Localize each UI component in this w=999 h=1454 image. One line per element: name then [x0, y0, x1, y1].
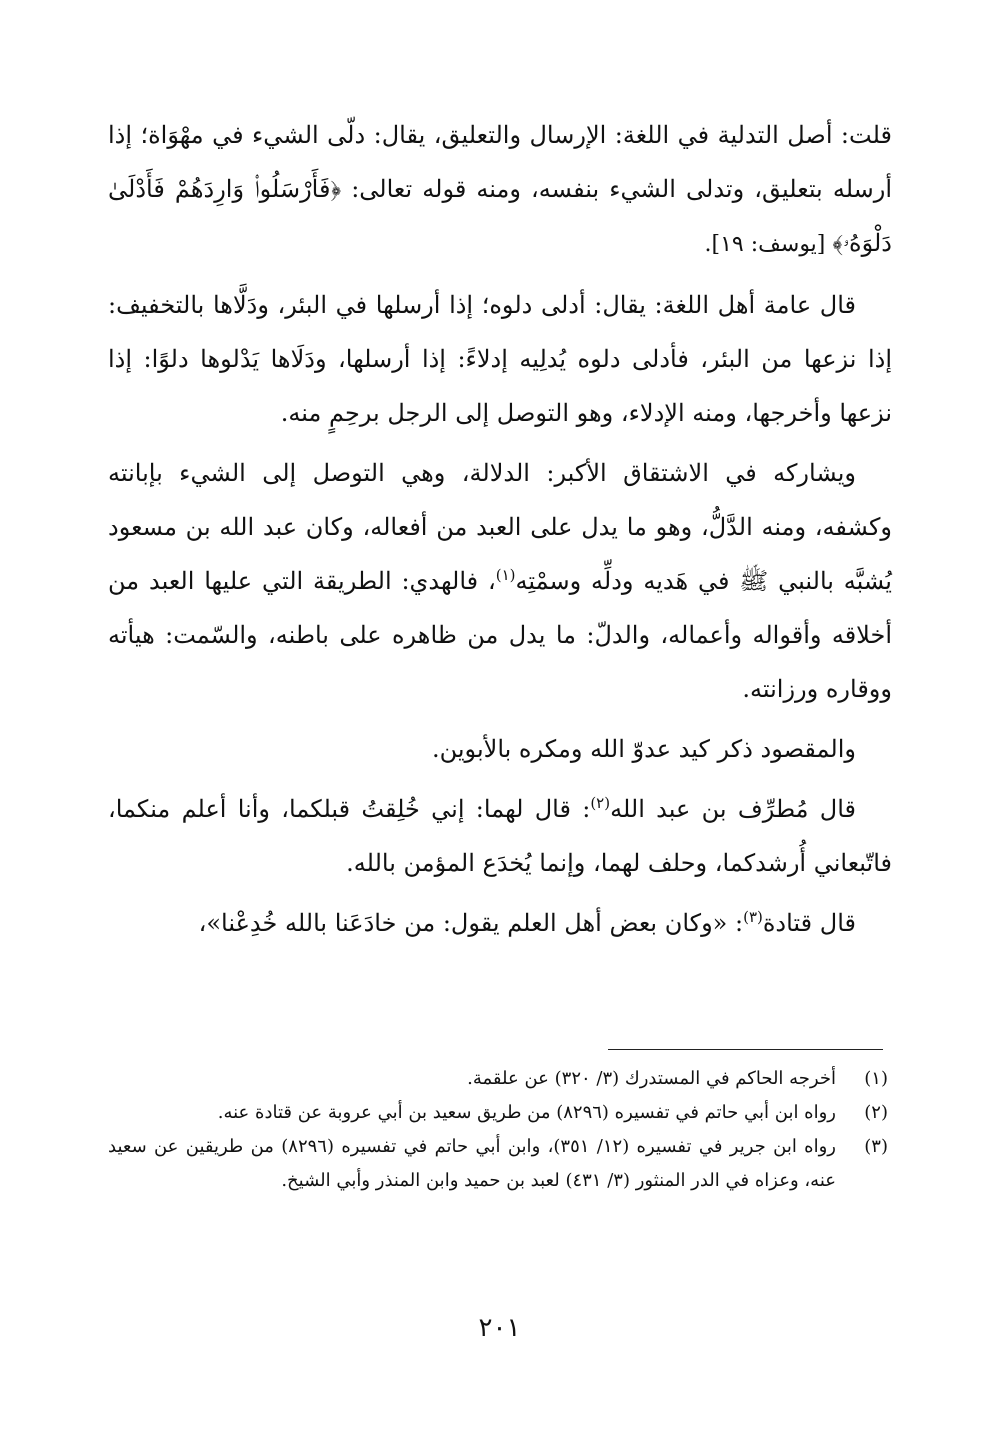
paragraph-1 — [108, 108, 892, 272]
footnote-ref-3[interactable]: (٣) — [743, 908, 763, 926]
footnote-separator — [608, 1049, 883, 1050]
paragraph-5-text-b: : قال لهما: إني خُلِقتُ قبلكما، وأنا أعلم منكما، فاتّبعاني أُرشدكما، وحلف لهما، وإنما يُخدَع المؤمن بالله. — [108, 795, 892, 877]
page-number: ٢٠١ — [478, 1313, 521, 1343]
verse-reference: [يوسف: ١٩]. — [704, 232, 833, 257]
paragraph-6-text-b: : «وكان بعض أهل العلم يقول: من خادَعَنا بالله خُدِعْنا»، — [198, 909, 744, 937]
paragraph-3-text-b: ، فالهدي: الطريقة التي عليها العبد من أخلاقه وأقواله وأعماله، والدلّ: ما يدل من ظاهره على باطنه، والسّمت: هيأته ووقاره ورزانته. — [108, 567, 892, 703]
paragraph-4-text: والمقصود ذكر كيد عدوّ الله ومكره بالأبوين. — [431, 735, 856, 763]
paragraph-2-text: قال عامة أهل اللغة: يقال: أدلى دلوه؛ إذا أرسلها في البئر، ودَلَّاها بالتخفيف: إذا نزعها من البئر، فأدلى دلوه يُدلِيه إدلاءً: إذا أرسلها، ودَلَاها يَدْلوها دلوًا: إذا نزعها وأخرجها، ومنه الإدلاء، وهو التوصل إلى الرجل برحِمٍ منه. — [108, 291, 892, 427]
paragraph-3-text-a: ويشاركه في الاشتقاق الأكبر: الدلالة، وهي التوصل إلى الشيء بإبانته وكشفه، ومنه الدَّلُّ، وهو ما يدل على العبد من أفعاله، وكان عبد الله بن مسعود يُشبَّه بالنبي ﷺ في هَديه ودلِّه وسمْتِه — [108, 459, 892, 595]
footnote-number: (١) — [864, 1068, 888, 1089]
footnote-3 — [108, 1130, 888, 1198]
paragraph-5 — [108, 782, 892, 890]
footnote-text: أخرجه الحاكم في المستدرك (٣/ ٣٢٠) عن علقمة. — [467, 1068, 836, 1089]
footnote-text: رواه ابن جرير في تفسيره (١٢/ ٣٥١)، وابن أبي حاتم في تفسيره (٨٢٩٦) من طريقين عن سعيد عنه، وعزاه في الدر المنثور (٣/ ٤٣١) لعبد بن حميد وابن المنذر وأبي الشيخ. — [108, 1136, 836, 1191]
quran-verse: ﴿فَأَرْسَلُوا۟ وَارِدَهُمْ فَأَدْلَىٰ دَلْوَهُۥ﴾ — [108, 175, 892, 257]
main-text — [108, 108, 892, 956]
paragraph-4 — [108, 722, 892, 776]
footnote-number: (٢) — [864, 1102, 888, 1123]
footnotes — [108, 1062, 888, 1198]
footnote-ref-2[interactable]: (٢) — [590, 794, 611, 812]
paragraph-3 — [108, 446, 892, 716]
paragraph-6-text-a: قال قتادة — [762, 909, 856, 937]
paragraph-6 — [108, 896, 892, 950]
footnote-2 — [108, 1096, 888, 1130]
paragraph-2 — [108, 278, 892, 440]
paragraph-1-text: قلت: أصل التدلية في اللغة: الإرسال والتعليق، يقال: دلّى الشيء في مهْوَاة؛ إذا أرسله بتعليق، وتدلى الشيء بنفسه، ومنه قوله تعالى: — [108, 121, 893, 203]
footnote-ref-1[interactable]: (١) — [495, 566, 516, 584]
footnote-text: رواه ابن أبي حاتم في تفسيره (٨٢٩٦) من طريق سعيد بن أبي عروبة عن قتادة عنه. — [217, 1102, 836, 1123]
footnote-number: (٣) — [864, 1136, 888, 1157]
paragraph-5-text-a: قال مُطرِّف بن عبد الله — [610, 795, 856, 823]
footnote-1 — [108, 1062, 888, 1096]
